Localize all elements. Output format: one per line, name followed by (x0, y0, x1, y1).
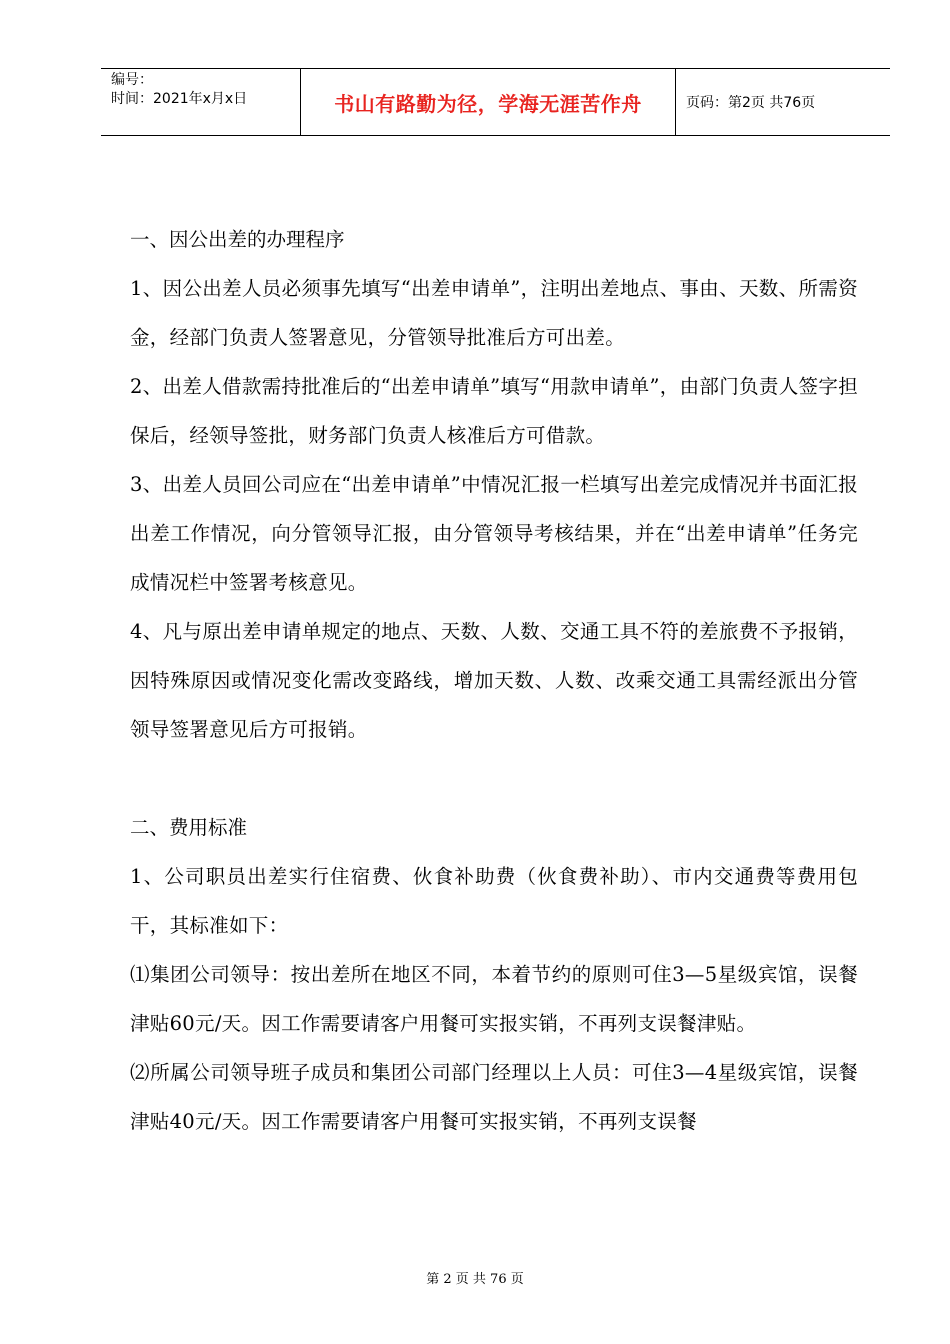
page-code: 页码：第2页 共76页 (686, 95, 816, 111)
header-motto-cell (301, 69, 676, 135)
header-meta-cell (101, 69, 301, 135)
paragraph: 3、出差人员回公司应在“出差申请单”中情况汇报一栏填写出差完成情况并书面汇报出差工作情况，向分管领导汇报，由分管领导考核结果，并在“出差申请单”任务完成情况栏中签署考核意见。 (130, 473, 858, 594)
section-heading-procedure: 一、因公出差的办理程序 (130, 228, 345, 251)
motto-text: 书山有路勤为径，学海无涯苦作舟 (334, 91, 642, 116)
page-footer: 第 2 页 共 76 页 (426, 1272, 524, 1287)
paragraph: 1、因公出差人员必须事先填写“出差申请单”，注明出差地点、事由、天数、所需资金，经部门负责人签署意见，分管领导批准后方可出差。 (130, 277, 858, 349)
number-label: 编号： (111, 72, 153, 88)
section-heading-standards: 二、费用标准 (130, 816, 248, 839)
section-spacer (130, 754, 858, 803)
document-body (130, 215, 858, 1146)
document-header (101, 68, 890, 136)
header-page-cell (676, 69, 890, 135)
paragraph: 2、出差人借款需持批准后的“出差申请单”填写“用款申请单”，由部门负责人签字担保后，经领导签批，财务部门负责人核准后方可借款。 (130, 375, 858, 447)
paragraph: ⑵所属公司领导班子成员和集团公司部门经理以上人员：可住3—4星级宾馆，误餐津贴40元/天。因工作需要请客户用餐可实报实销，不再列支误餐 (130, 1061, 858, 1133)
paragraph: ⑴集团公司领导：按出差所在地区不同，本着节约的原则可住3—5星级宾馆，误餐津贴60元/天。因工作需要请客户用餐可实报实销，不再列支误餐津贴。 (130, 963, 858, 1035)
paragraph: 4、凡与原出差申请单规定的地点、天数、人数、交通工具不符的差旅费不予报销，因特殊原因或情况变化需改变路线，增加天数、人数、改乘交通工具需经派出分管领导签署意见后方可报销。 (130, 620, 858, 741)
time-label: 时间：2021年x月x日 (111, 91, 248, 107)
paragraph: 1、公司职员出差实行住宿费、伙食补助费（伙食费补助）、市内交通费等费用包干，其标准如下： (130, 865, 858, 937)
